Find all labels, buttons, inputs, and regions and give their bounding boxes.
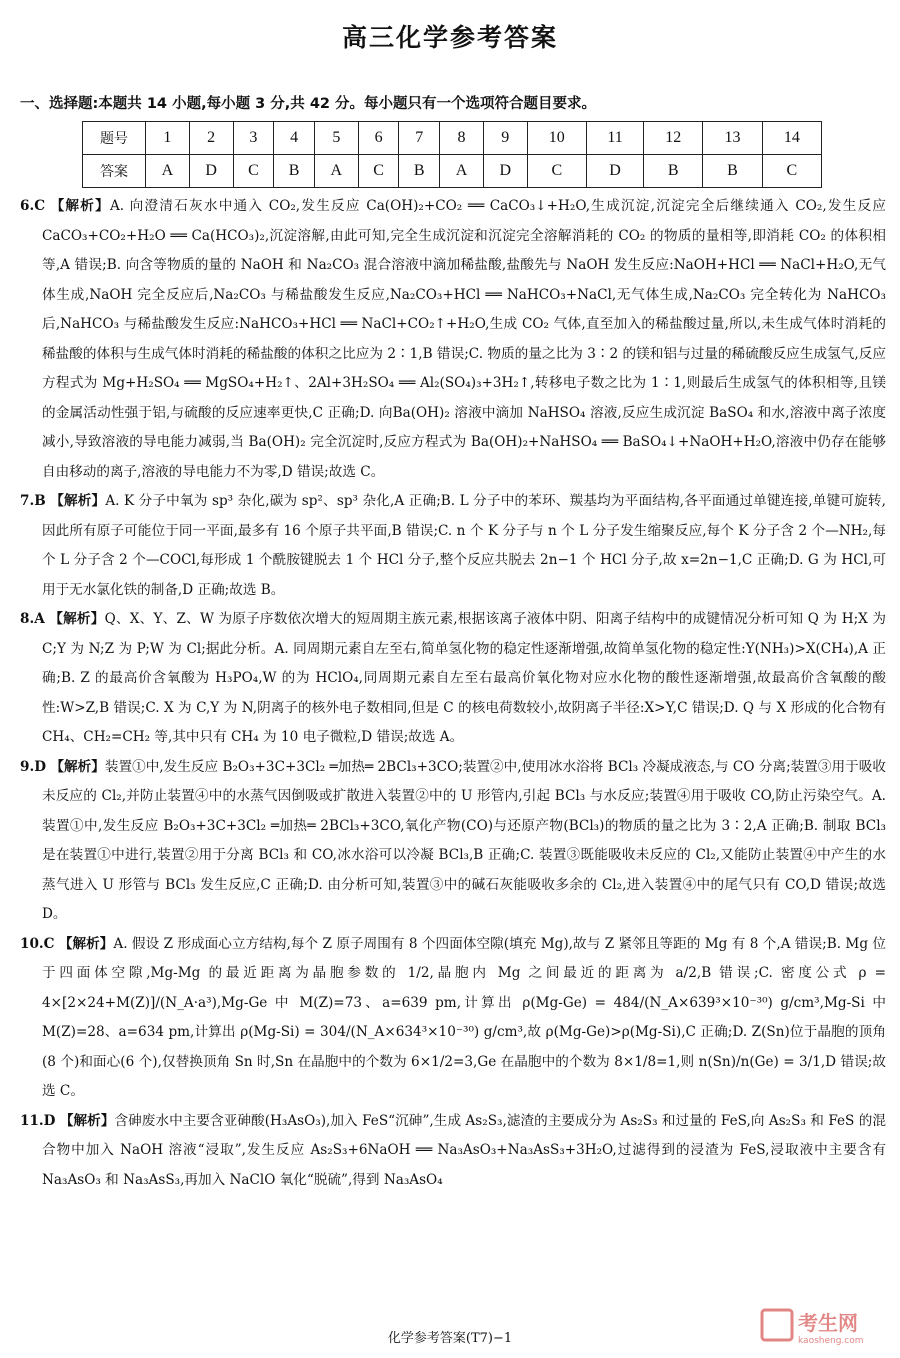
row-label: 答案: [83, 155, 146, 188]
number-cell: 7: [399, 122, 440, 155]
watermark-sub: kaosheng.com: [798, 1336, 864, 1346]
question-number: 11.D: [20, 1112, 56, 1129]
explanation-item: [20, 753, 886, 930]
answer-row: [83, 155, 822, 188]
watermark-brand: 考生网: [798, 1311, 858, 1335]
analysis-tag: 【解析】: [58, 935, 114, 952]
explanation-text: 装置①中,发生反应 B₂O₃+3C+3Cl₂ ═加热═ 2BCl₃+3CO;装置②中,使用冰水浴将 BCl₃ 冷凝成液态,与 CO 分离;装置③用于吸收未反应的 Cl₂,并防止装置④中的水蒸气因倒吸或扩散进入装置②中的 U 形管内,引起 BCl₃ 与水反应;装置④用于吸收 CO,防止污染空气。A. 装置①中,发生反应 B₂O₃+3C+3Cl₂ ═加热═ 2BCl₃+3CO,氧化产物(CO)与还原产物(BCl₃)的物质的量之比为 3∶2,A 正确;B. 制取 BCl₃ 是在装置①中进行,装置②用于分离 BCl₃ 和 CO,冰水浴可以冷凝 BCl₃,B 正确;C. 装置③既能吸收未反应的 Cl₂,又能防止装置④中产生的水蒸气进入 U 形管与 BCl₃ 发生反应,C 正确;D. 由分析可知,装置③中的碱石灰能吸收多余的 Cl₂,进入装置④中的尾气只有 CO,D 错误;故选 D。: [42, 758, 886, 922]
analysis-tag: 【解析】: [49, 611, 105, 627]
question-number: 8.A: [20, 611, 45, 627]
explanation-text: A. 假设 Z 形成面心立方结构,每个 Z 原子周围有 8 个四面体空隙(填充 Mg),故与 Z 紧邻且等距的 Mg 有 8 个,A 错误;B. Mg 位于四面体空隙,Mg-Mg 的最近距离为晶胞参数的 1/2,晶胞内 Mg 之间最近的距离为 a/2,B 错误;C. 密度公式 ρ = 4×[2×24+M(Z)]/(N_A·a³),Mg-Ge 中 M(Z)=73、a=639 pm,计算出 ρ(Mg-Ge) = 484/(N_A×639³×10⁻³⁰) g/cm³,Mg-Si 中 M(Z)=28、a=634 pm,计算出 ρ(Mg-Si) = 304/(N_A×634³×10⁻³⁰) g/cm³,故 ρ(Mg-Ge)>ρ(Mg-Si),C 正确;D. Z(Sn)位于晶胞的顶角(8 个)和面心(6 个),仅替换顶角 Sn 时,Sn 在晶胞中的个数为 6×1/2=3,Ge 在晶胞中的个数为 8×1/8=1,则 n(Sn)/n(Ge) = 3/1,D 错误;故选 C。: [42, 935, 886, 1099]
explanation-item: [20, 605, 886, 753]
answer-table: [82, 121, 822, 188]
explanations: [20, 192, 886, 1195]
page-title: 高三化学参考答案: [341, 23, 558, 52]
number-cell: 12: [644, 122, 703, 155]
explanation-text: Q、X、Y、Z、W 为原子序数依次增大的短周期主族元素,根据该离子液体中阴、阳离子结构中的成键情况分析可知 Q 为 H;X 为 C;Y 为 N;Z 为 P;W 为 Cl;据此分析。A. 同周期元素自左至右,简单氢化物的稳定性逐渐增强,故简单氢化物的稳定性:Y(NH₃)>X(CH₄),A 正确;B. Z 的最高价含氧酸为 H₃PO₄,W 的为 HClO₄,同周期元素自左至右最高价氧化物对应水化物的酸性逐渐增强,故最高价含氧酸的酸性:W>Z,B 错误;C. X 为 C,Y 为 N,阴离子的核外电子数相同,但是 C 的核电荷数较小,故阴离子半径:X>Y,C 错误;D. Q 与 X 形成的化合物有 CH₄、CH₂=CH₂ 等,其中只有 CH₄ 为 10 电子微粒,D 错误;故选 A。: [42, 611, 886, 745]
explanation-text: A. 向澄清石灰水中通入 CO₂,发生反应 Ca(OH)₂+CO₂ ══ CaCO₃↓+H₂O,生成沉淀,沉淀完全后继续通入 CO₂,发生反应 CaCO₃+CO₂+H₂O ══ Ca(HCO₃)₂,沉淀溶解,由此可知,完全生成沉淀和沉淀完全溶解消耗的 CO₂ 的物质的量相等,即消耗 CO₂ 的体积相等,A 错误;B. 向含等物质的量的 NaOH 和 Na₂CO₃ 混合溶液中滴加稀盐酸,盐酸先与 NaOH 发生反应:NaOH+HCl ══ NaCl+H₂O,无气体生成,NaOH 完全反应后,Na₂CO₃ 与稀盐酸发生反应,Na₂CO₃+HCl ══ NaHCO₃+NaCl,无气体生成,Na₂CO₃ 完全转化为 NaHCO₃ 后,NaHCO₃ 与稀盐酸发生反应:NaHCO₃+HCl ══ NaCl+CO₂↑+H₂O,生成 CO₂ 气体,直至加入的稀盐酸过量,所以,未生成气体时消耗的稀盐酸的体积与生成气体时消耗的稀盐酸的体积之比应为 2∶1,B 错误;C. 物质的量之比为 3∶2 的镁和铝与过量的稀硫酸反应生成氢气,反应方程式为 Mg+H₂SO₄ ══ MgSO₄+H₂↑、2Al+3H₂SO₄ ══ Al₂(SO₄)₃+3H₂↑,转移电子数之比为 1∶1,则最后生成氢气的体积相等,且镁的金属活动性强于铝,与硫酸的反应速率更快,C 正确;D. 向Ba(OH)₂ 溶液中滴加 NaHSO₄ 溶液,反应生成沉淀 BaSO₄ 和水,溶液中离子浓度减小,导致溶液的导电能力减弱,当 Ba(OH)₂ 完全沉淀时,反应方程式为 Ba(OH)₂+NaHSO₄ ══ BaSO₄↓+NaOH+H₂O,溶液中仍存在能够自由移动的离子,溶液的导电能力不为零,D 错误;故选 C。: [42, 198, 887, 480]
answer-cell: A: [146, 155, 190, 188]
analysis-tag: 【解析】: [50, 758, 105, 775]
answer-cell: B: [703, 155, 762, 188]
number-cell: 8: [440, 122, 484, 155]
number-cell: 14: [762, 122, 821, 155]
answer-cell: D: [483, 155, 527, 188]
explanation-text: A. K 分子中氧为 sp³ 杂化,碳为 sp²、sp³ 杂化,A 正确;B. L 分子中的苯环、羰基均为平面结构,各平面通过单键连接,单键可旋转,因此所有原子可能位于同一平面,最多有 16 个原子共平面,B 错误;C. n 个 K 分子与 n 个 L 分子发生缩聚反应,每个 K 分子含 2 个—NH₂,每个 L 分子含 2 个—COCl,每形成 1 个酰胺键脱去 1 个 HCl 分子,整个反应共脱去 2n−1 个 HCl 分子,故 x=2n−1,C 正确;D. G 为 HCl,可用于无水氯化铁的制备,D 正确;故选 B。: [42, 493, 887, 598]
number-cell: 4: [274, 122, 315, 155]
analysis-tag: 【解析】: [50, 198, 110, 214]
section-heading: 一、选择题:本题共 14 小题,每小题 3 分,共 42 分。每小题只有一个选项符合题目要求。: [20, 96, 597, 112]
explanation-item: [20, 487, 886, 605]
question-number: 9.D: [20, 758, 46, 775]
answer-cell: A: [440, 155, 484, 188]
analysis-tag: 【解析】: [50, 493, 106, 509]
answer-cell: B: [274, 155, 315, 188]
answer-cell: C: [762, 155, 821, 188]
answer-cell: D: [586, 155, 643, 188]
answer-cell: B: [644, 155, 703, 188]
answer-cell: C: [527, 155, 586, 188]
page-footer: 化学参考答案(T7)−1: [387, 1331, 513, 1346]
number-cell: 1: [146, 122, 190, 155]
answer-cell: D: [189, 155, 233, 188]
number-cell: 2: [189, 122, 233, 155]
watermark-logo: [758, 1304, 890, 1348]
explanation-text: 含砷废水中主要含亚砷酸(H₃AsO₃),加入 FeS“沉砷”,生成 As₂S₃,滤渣的主要成分为 As₂S₃ 和过量的 FeS,向 As₂S₃ 和 FeS 的混合物中加入 NaOH 溶液“浸取”,发生反应 As₂S₃+6NaOH ══ Na₃AsO₃+Na₃AsS₃+3H₂O,过滤得到的浸渣为 FeS,浸取液中主要含有 Na₃AsO₃ 和 Na₃AsS₃,再加入 NaClO 氧化“脱硫”,得到 Na₃AsO₄: [42, 1112, 887, 1188]
number-cell: 11: [586, 122, 643, 155]
number-cell: 13: [703, 122, 762, 155]
question-number: 7.B: [20, 493, 46, 509]
answer-cell: A: [314, 155, 358, 188]
watermark-icon: [762, 1310, 792, 1340]
answer-cell: C: [358, 155, 399, 188]
answer-cell: C: [233, 155, 274, 188]
number-cell: 6: [358, 122, 399, 155]
analysis-tag: 【解析】: [59, 1112, 115, 1129]
number-cell: 5: [314, 122, 358, 155]
explanation-item: [20, 930, 886, 1107]
question-number: 6.C: [20, 198, 46, 214]
question-number: 10.C: [20, 935, 55, 952]
number-cell: 9: [483, 122, 527, 155]
explanation-item: [20, 192, 886, 487]
explanation-item: [20, 1107, 886, 1196]
number-row: [83, 122, 822, 155]
answer-cell: B: [399, 155, 440, 188]
number-cell: 10: [527, 122, 586, 155]
number-cell: 3: [233, 122, 274, 155]
row-label: 题号: [83, 122, 146, 155]
